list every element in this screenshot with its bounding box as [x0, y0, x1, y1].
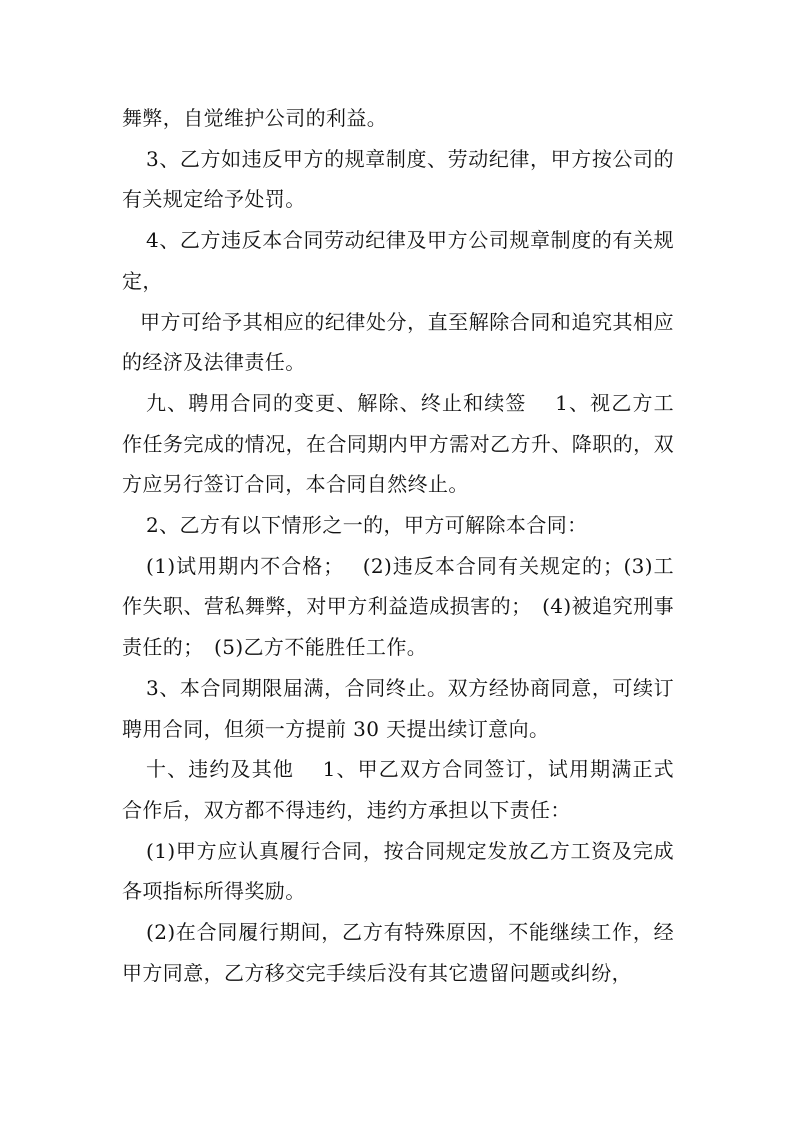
paragraph-1: 舞弊，自觉维护公司的利益。	[122, 106, 388, 130]
contract-text-body	[122, 98, 674, 993]
paragraph-8: 3、本合同期限届满，合同终止。双方经协商同意，可续订聘用合同，但须一方提前 30 天提出续订意向。	[122, 675, 674, 741]
paragraph-5: 九、聘用合同的变更、解除、终止和续签 1、视乙方工作任务完成的情况，在合同期内甲方需对乙方升、降职的，双方应另行签订合同，本合同自然终止。	[122, 390, 674, 497]
paragraph-2: 3、乙方如违反甲方的规章制度、劳动纪律，甲方按公司的有关规定给予处罚。	[122, 146, 674, 212]
paragraph-4: 甲方可给予其相应的纪律处分，直至解除合同和追究其相应的经济及法律责任。	[122, 309, 674, 375]
paragraph-11: (2)在合同履行期间，乙方有特殊原因，不能继续工作，经甲方同意，乙方移交完手续后没有其它遗留问题或纠纷，	[122, 920, 674, 985]
paragraph-10: (1)甲方应认真履行合同，按合同规定发放乙方工资及完成各项指标所得奖励。	[122, 838, 674, 904]
paragraph-6: 2、乙方有以下情形之一的，甲方可解除本合同：	[146, 513, 588, 538]
paragraph-7: (1)试用期内不合格； (2)违反本合同有关规定的；(3)工作失职、营私舞弊，对甲方利益造成损害的； (4)被追究刑事责任的； (5)乙方不能胜任工作。	[122, 553, 674, 660]
paragraph-3: 4、乙方违反本合同劳动纪律及甲方公司规章制度的有关规定，	[122, 228, 674, 293]
paragraph-9: 十、违约及其他 1、甲乙双方合同签订，试用期满正式合作后，双方都不得违约，违约方承担以下责任：	[122, 757, 674, 822]
